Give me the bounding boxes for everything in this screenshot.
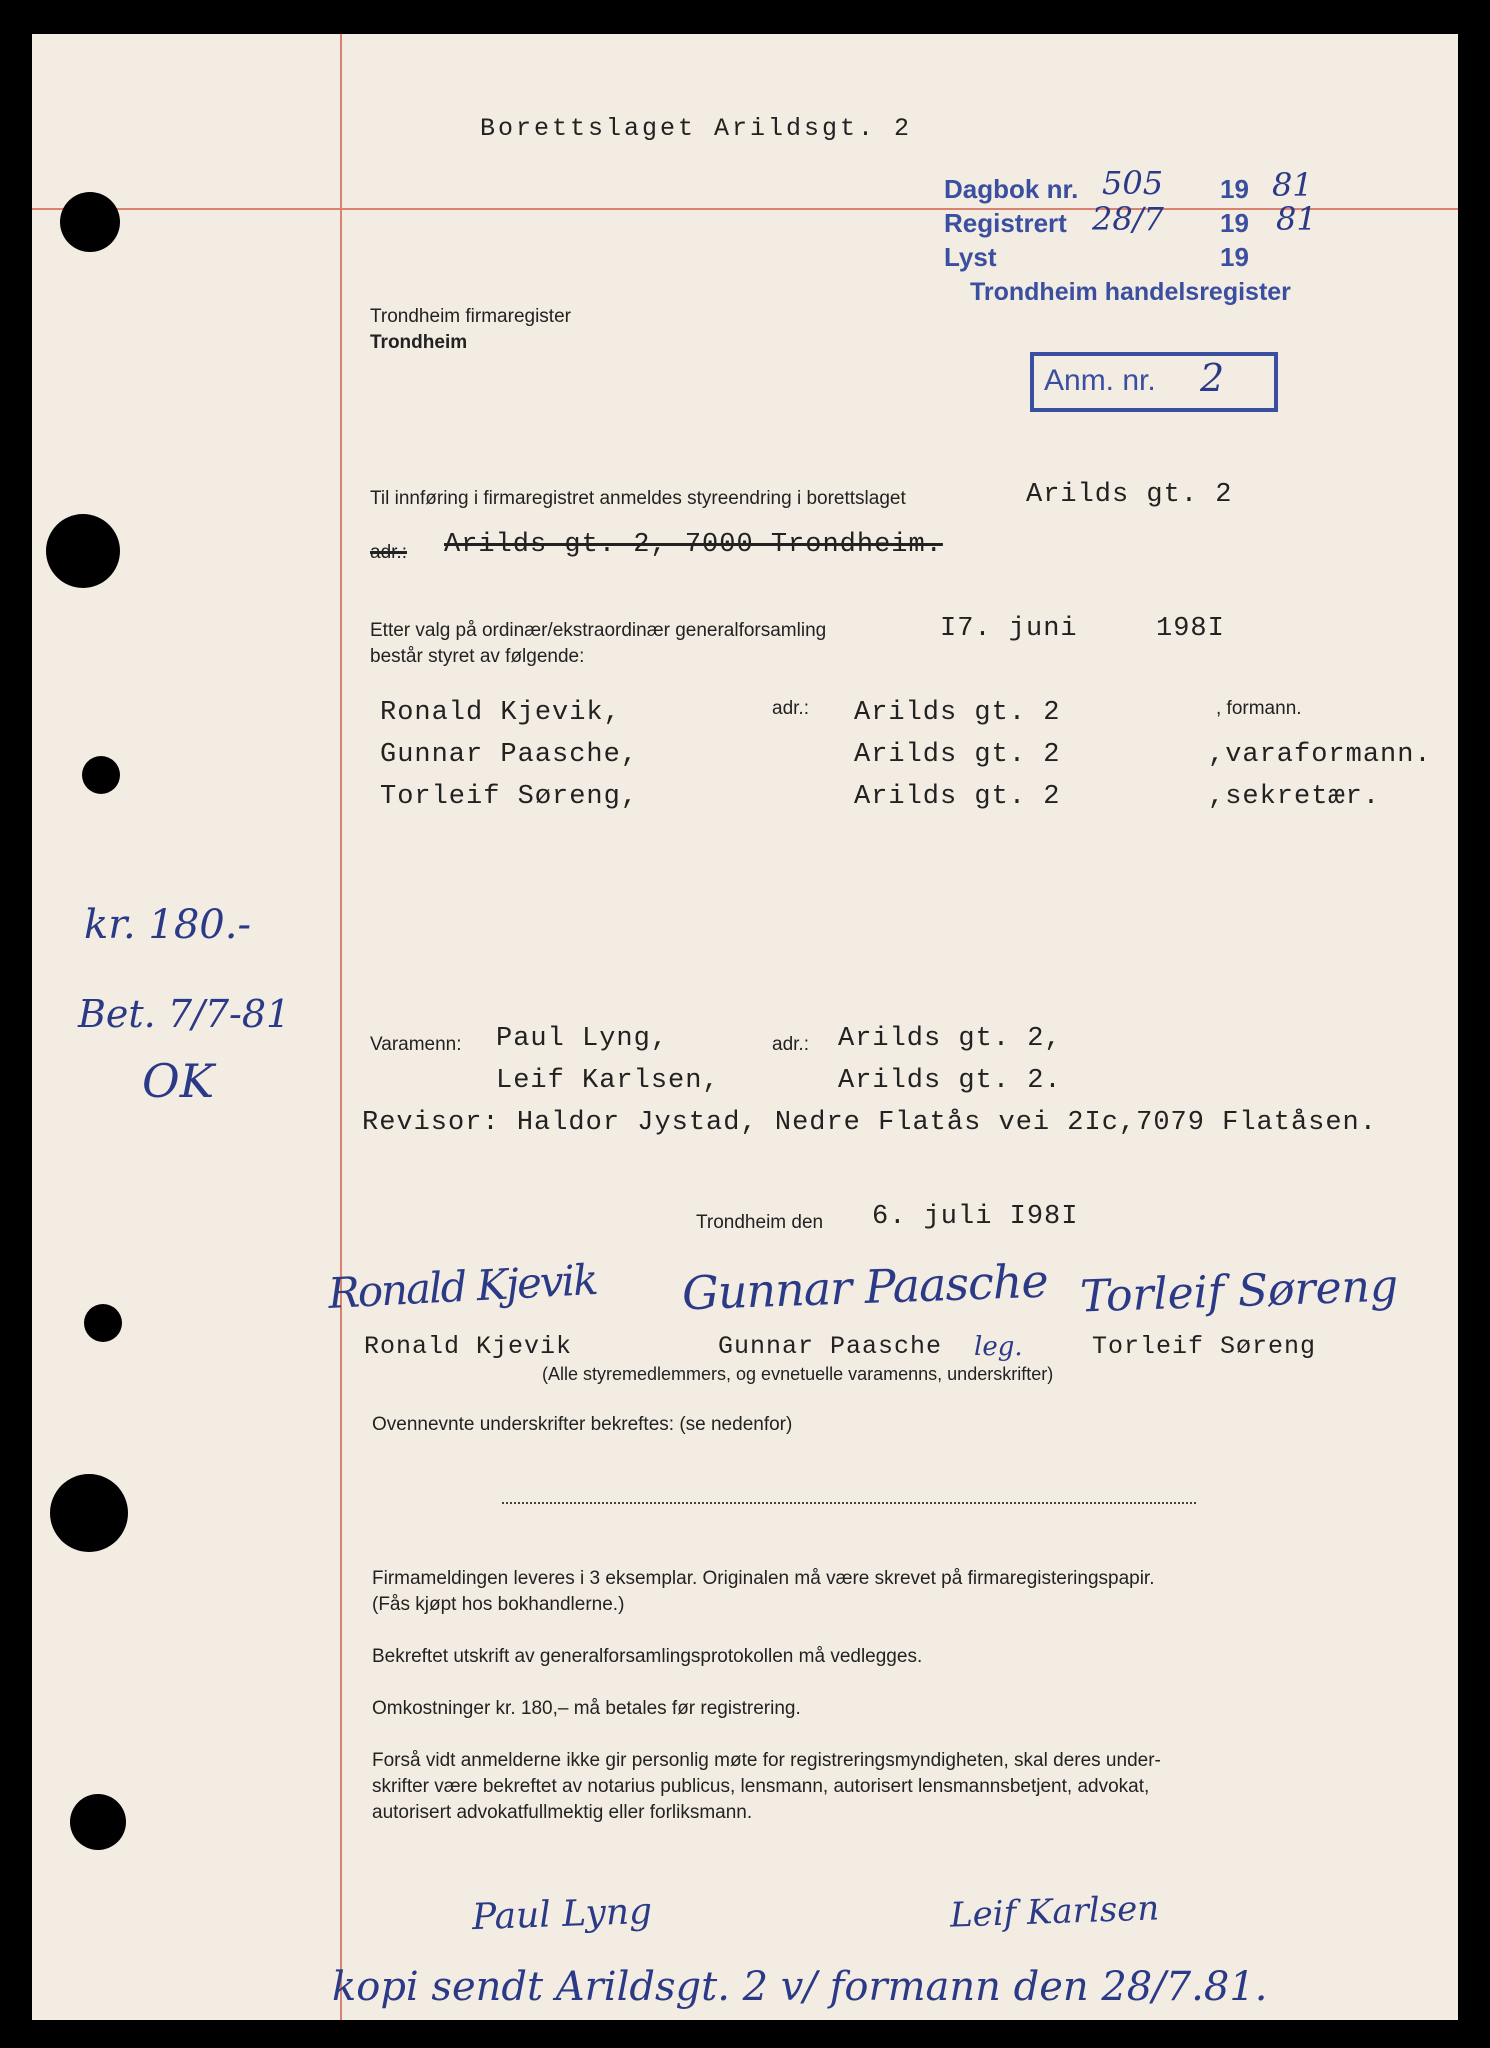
punch-hole bbox=[46, 514, 120, 588]
signature-torleif: Torleif Søreng bbox=[1079, 1260, 1399, 1323]
election-year: 198I bbox=[1156, 614, 1225, 644]
registrert-value: 28/7 bbox=[1092, 200, 1164, 238]
punch-hole bbox=[70, 1794, 126, 1850]
typed-name-gunnar: Gunnar Paasche bbox=[718, 1332, 943, 1361]
confirm-text: Ovennevnte underskrifter bekreftes: (se nedenfor) bbox=[372, 1414, 793, 1435]
typed-name-ronald: Ronald Kjevik bbox=[364, 1332, 573, 1361]
board-member-role: ,sekretær. bbox=[1208, 782, 1381, 812]
punch-hole bbox=[50, 1474, 128, 1552]
board-member-role: ,varaformann. bbox=[1208, 740, 1432, 770]
registrert-year-prefix: 19 bbox=[1220, 208, 1249, 238]
typed-name-gunnar-note: leg. bbox=[974, 1332, 1023, 1362]
board-member-name: Ronald Kjevik, bbox=[380, 698, 621, 728]
deputy-address: Arilds gt. 2, bbox=[838, 1024, 1062, 1054]
instructions-p4a: Forså vidt anmelderne ikke gir personlig møte for registreringsmyndigheten, skal deres under- bbox=[372, 1750, 1161, 1771]
board-member-address: Arilds gt. 2 bbox=[854, 740, 1061, 770]
election-date: I7. juni bbox=[940, 614, 1078, 644]
registrert-label: Registrert bbox=[944, 208, 1067, 238]
dagbok-label: Dagbok nr. bbox=[944, 174, 1079, 204]
punch-hole bbox=[82, 756, 120, 794]
lyst-year-prefix: 19 bbox=[1220, 242, 1249, 272]
margin-rule-vertical bbox=[340, 34, 342, 2020]
dagbok-year-prefix: 19 bbox=[1220, 174, 1249, 204]
anm-value: 2 bbox=[1200, 356, 1225, 400]
deputies-label: Varamenn: bbox=[370, 1034, 462, 1055]
punch-hole bbox=[84, 1304, 122, 1342]
margin-note-paid: Bet. 7/7-81 bbox=[78, 992, 291, 1036]
recipient-line2: Trondheim bbox=[370, 332, 468, 353]
board-adr-label: adr.: bbox=[772, 698, 809, 719]
instructions-p3: Omkostninger kr. 180,– må betales før registrering. bbox=[372, 1698, 801, 1719]
notice-adr-value: Arilds gt. 2, 7000 Trondheim. bbox=[444, 530, 943, 560]
board-member-role: , formann. bbox=[1216, 698, 1302, 719]
typed-name-torleif: Torleif Søreng bbox=[1092, 1332, 1317, 1361]
notice-intro: Til innføring i firmaregistret anmeldes styreendring i borettslaget bbox=[370, 488, 906, 509]
margin-note-fee: kr. 180.- bbox=[84, 902, 251, 948]
deputy-name: Paul Lyng, bbox=[496, 1024, 669, 1054]
dagbok-value: 505 bbox=[1102, 164, 1164, 202]
instructions-p2: Bekreftet utskrift av generalforsamlingsprotokollen må vedlegges. bbox=[372, 1646, 923, 1667]
board-member-address: Arilds gt. 2 bbox=[854, 698, 1061, 728]
signature-leif: Leif Karlsen bbox=[949, 1888, 1160, 1936]
signature-ronald: Ronald Kjevik bbox=[326, 1255, 598, 1318]
dagbok-year: 81 bbox=[1272, 166, 1313, 204]
deputy-name: Leif Karlsen, bbox=[496, 1066, 720, 1096]
signatures-caption: (Alle styremedlemmers, og evnetuelle varamenns, underskrifter) bbox=[542, 1364, 1054, 1384]
dateline-label: Trondheim den bbox=[696, 1212, 824, 1233]
lyst-label: Lyst bbox=[944, 242, 997, 272]
notice-intro-value: Arilds gt. 2 bbox=[1026, 480, 1233, 510]
instructions-p1b: (Fås kjøpt hos bokhandlerne.) bbox=[372, 1594, 625, 1615]
copy-sent-note: kopi sendt Arildsgt. 2 v/ formann den 28/7.81. bbox=[332, 1964, 1268, 2010]
instructions-p1a: Firmameldingen leveres i 3 eksemplar. Originalen må være skrevet på firmaregisteringspapir. bbox=[372, 1568, 1155, 1589]
election-line2: består styret av følgende: bbox=[370, 646, 585, 667]
stamp-office: Trondheim handelsregister bbox=[970, 278, 1291, 306]
confirm-dotted-line bbox=[502, 1502, 1196, 1504]
document-page bbox=[32, 34, 1458, 2020]
auditor-line: Revisor: Haldor Jystad, Nedre Flatås vei 2Ic,7079 Flatåsen. bbox=[362, 1108, 1377, 1138]
election-line1: Etter valg på ordinær/ekstraordinær generalforsamling bbox=[370, 620, 827, 641]
deputies-adr-label: adr.: bbox=[772, 1034, 809, 1055]
recipient-line1: Trondheim firmaregister bbox=[370, 306, 571, 327]
board-member-name: Torleif Søreng, bbox=[380, 782, 639, 812]
instructions-p4c: autorisert advokatfullmektig eller forliksmann. bbox=[372, 1802, 753, 1823]
instructions-p4b: skrifter være bekreftet av notarius publicus, lensmann, autorisert lensmannsbetjent, advokat, bbox=[372, 1776, 1150, 1797]
signature-gunnar: Gunnar Paasche bbox=[681, 1253, 1049, 1321]
anm-label: Anm. nr. bbox=[1044, 364, 1156, 397]
registrert-year: 81 bbox=[1276, 200, 1317, 238]
board-member-address: Arilds gt. 2 bbox=[854, 782, 1061, 812]
board-member-name: Gunnar Paasche, bbox=[380, 740, 639, 770]
notice-adr-label: adr.: bbox=[370, 542, 407, 563]
margin-note-ok: OK bbox=[142, 1054, 215, 1108]
dateline-value: 6. juli I98I bbox=[872, 1202, 1079, 1232]
deputy-address: Arilds gt. 2. bbox=[838, 1066, 1062, 1096]
punch-hole bbox=[60, 192, 120, 252]
signature-paul: Paul Lyng bbox=[471, 1890, 653, 1939]
org-title: Borettslaget Arildsgt. 2 bbox=[480, 114, 913, 143]
